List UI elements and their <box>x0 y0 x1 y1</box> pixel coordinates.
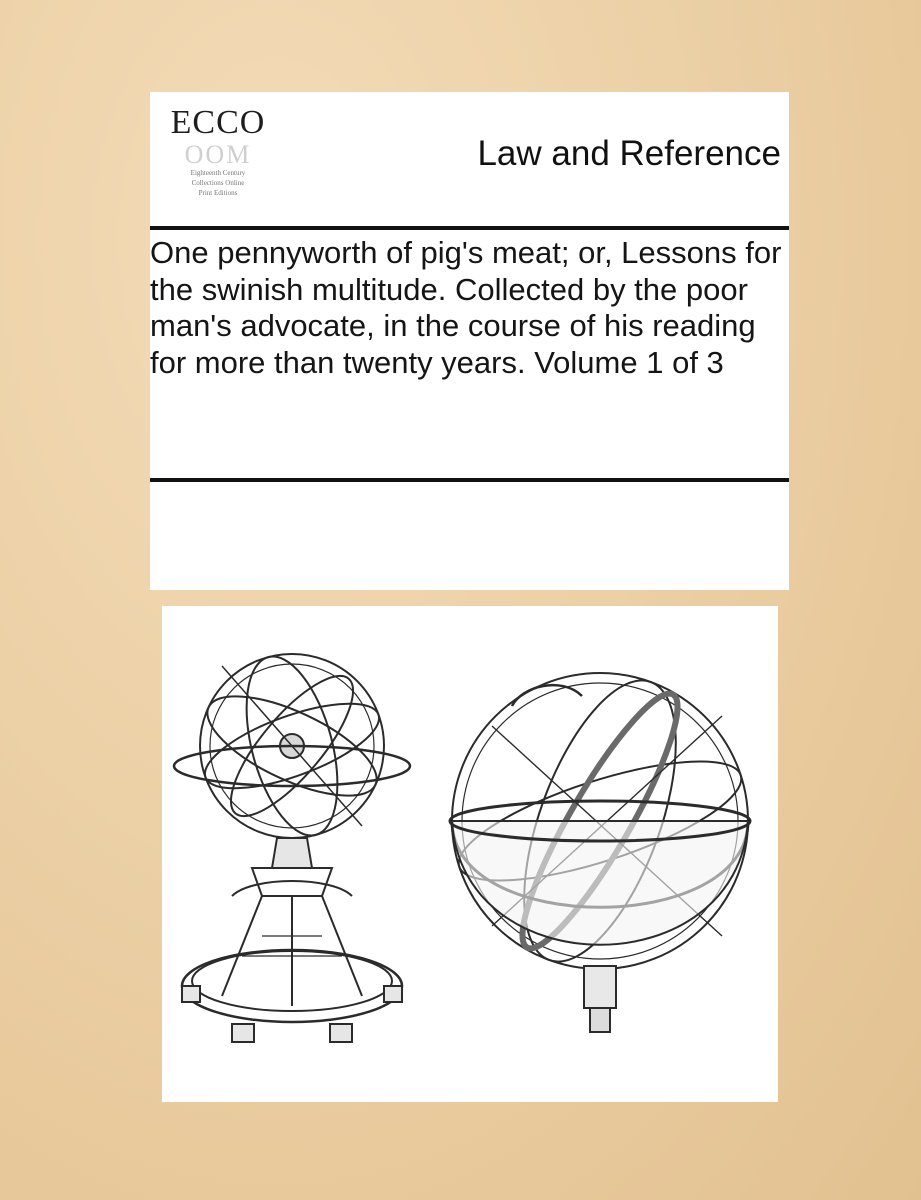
logo-ghost-mark: OOM <box>184 140 252 169</box>
top-rule <box>150 226 789 230</box>
logo-line-2: Collections Online <box>191 179 245 187</box>
logo-line-1: Eighteenth Century <box>190 169 246 177</box>
armillary-sphere-on-stand-icon <box>174 647 410 1042</box>
title-label-panel <box>150 92 789 590</box>
book-title: One pennyworth of pig's meat; or, Lessons for the swinish multitude. Collected by the poor man's advocate, in the course of his reading for more than twenty years. Volume 1 of 3 <box>150 235 782 380</box>
illustration-panel <box>162 606 778 1102</box>
series-name: Law and Reference <box>477 134 781 173</box>
bottom-rule <box>150 478 789 482</box>
logo-line-3: Print Editions <box>198 189 238 197</box>
armillary-illustration <box>162 606 778 1102</box>
ecco-logo <box>170 104 266 216</box>
logo-mark: ECCO <box>170 104 266 141</box>
armillary-sphere-hemisphere-icon <box>447 661 753 1032</box>
